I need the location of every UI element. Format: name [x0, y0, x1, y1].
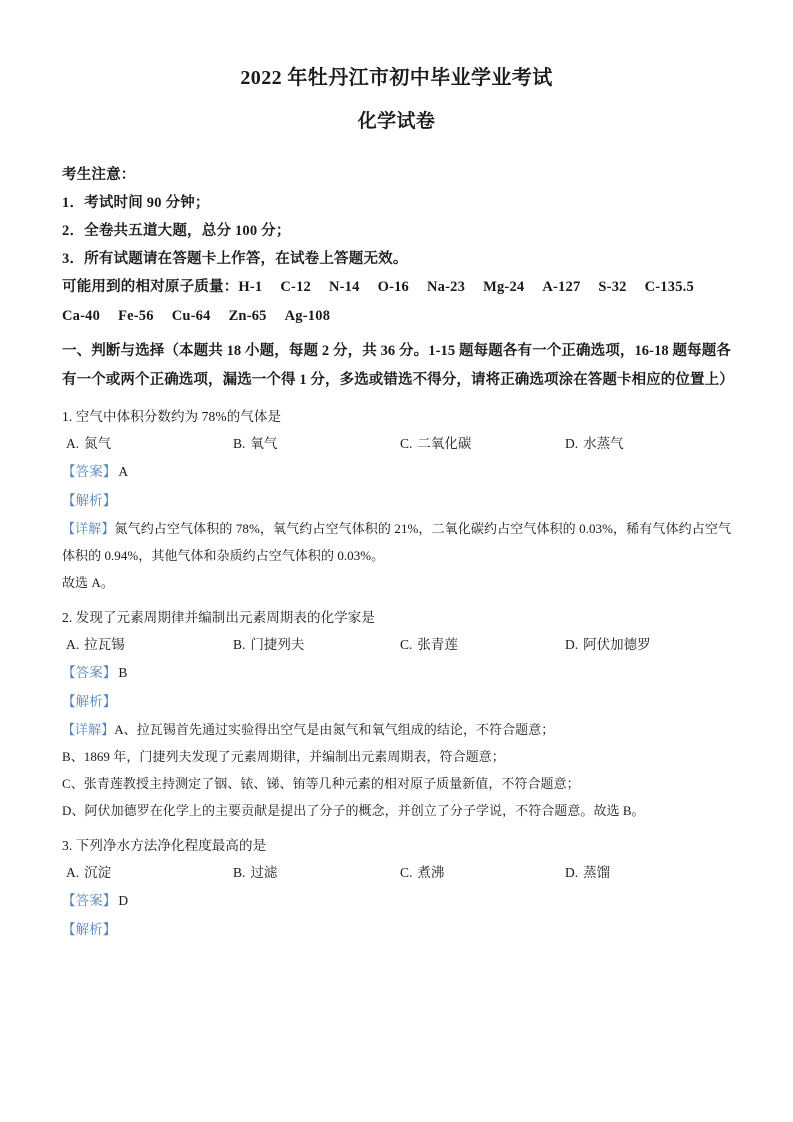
option-letter: D. [565, 636, 579, 652]
option-b[interactable] [233, 430, 277, 457]
analysis-tag: 【解析】 [62, 492, 117, 508]
detail-tag: 【详解】 [62, 520, 115, 536]
option-letter: C. [400, 864, 413, 880]
mass-item: Ca-40 [62, 307, 101, 324]
question-block [62, 832, 731, 944]
option-text: 氮气 [84, 435, 112, 451]
option-c[interactable] [400, 631, 458, 658]
question-block [62, 604, 731, 824]
option-letter: A. [66, 864, 80, 880]
mass-item: Na-23 [427, 278, 466, 295]
option-text: 过滤 [250, 864, 278, 880]
option-text: 蒸馏 [583, 864, 611, 880]
candidate-notice [62, 161, 731, 331]
detail-text: 氮气约占空气体积的 78%，氧气约占空气体积的 21%，二氧化碳约占空气体积的 0.03%，稀有气体约占空气体积的 0.94%，其他气体和杂质约占空气体积的 0.03%。 [62, 520, 732, 563]
option-letter: C. [400, 636, 413, 652]
relative-atomic-mass-row-2 [62, 302, 731, 331]
option-text: 拉瓦锡 [84, 636, 125, 652]
detail-extra-line: C、张青莲教授主持测定了铟、铱、锑、铕等几种元素的相对原子质量新值，不符合题意； [62, 775, 580, 791]
question-options [62, 631, 731, 658]
analysis-line [62, 687, 731, 716]
page-subtitle: 化学试卷 [357, 111, 436, 132]
detail-extra-line: 故选 A。 [62, 574, 114, 590]
option-text: 水蒸气 [583, 435, 624, 451]
mass-item: C-135.5 [644, 278, 694, 295]
mass-item: O-16 [377, 278, 410, 295]
section-heading-part-one: 一、判断与选择（本题共 18 小题，每题 2 分，共 36 分。1-15 题每题各有一个正确选项，16-18 题每题各有一个或两个正确选项，漏选一个得 1 分，多选或错选不得分，请将正确选项涂在答题卡相应的位置上） [62, 342, 734, 388]
mass-item: C-12 [280, 278, 311, 295]
answer-line [62, 886, 731, 915]
answer-tag: 【答案】 [62, 664, 117, 680]
mass-item: Fe-56 [118, 307, 154, 324]
relative-atomic-mass-label: 可能用到的相对原子质量： [62, 278, 239, 295]
option-text: 煮沸 [417, 864, 445, 880]
option-c[interactable] [400, 859, 444, 886]
detail-explanation [62, 716, 731, 743]
question-block [62, 403, 731, 596]
mass-item: A-127 [542, 278, 581, 295]
option-text: 张青莲 [417, 636, 458, 652]
option-letter: D. [565, 435, 579, 451]
mass-item: N-14 [328, 278, 360, 295]
option-letter: C. [400, 435, 413, 451]
detail-extra-line: B、1869 年，门捷列夫发现了元素周期律，并编制出元素周期表，符合题意； [62, 748, 505, 764]
page-title: 2022 年牡丹江市初中毕业学业考试 [240, 67, 553, 89]
analysis-line [62, 915, 731, 944]
option-b[interactable] [233, 631, 304, 658]
analysis-tag: 【解析】 [62, 693, 117, 709]
detail-text: A、拉瓦锡首先通过实验得出空气是由氮气和氧气组成的结论，不符合题意； [114, 721, 555, 737]
option-letter: A. [66, 636, 80, 652]
notice-item-3: 3．所有试题请在答题卡上作答，在试卷上答题无效。 [62, 250, 408, 267]
option-letter: D. [565, 864, 579, 880]
option-letter: B. [233, 864, 246, 880]
notice-item-2: 2．全卷共五道大题，总分 100 分； [62, 222, 291, 239]
option-c[interactable] [400, 430, 471, 457]
mass-item: Zn-65 [228, 307, 267, 324]
option-text: 门捷列夫 [250, 636, 305, 652]
option-d[interactable] [565, 859, 610, 886]
analysis-line [62, 486, 731, 515]
option-d[interactable] [565, 631, 651, 658]
answer-value: B [118, 664, 128, 680]
option-letter: B. [233, 636, 246, 652]
detail-tag: 【详解】 [62, 721, 115, 737]
option-a[interactable] [66, 430, 111, 457]
detail-explanation [62, 515, 731, 569]
notice-heading: 考生注意： [62, 166, 136, 183]
option-text: 沉淀 [84, 864, 112, 880]
option-b[interactable] [233, 859, 277, 886]
option-a[interactable] [66, 631, 125, 658]
mass-item: Cu-64 [171, 307, 211, 324]
option-d[interactable] [565, 430, 624, 457]
question-stem: 3. 下列净水方法净化程度最高的是 [62, 837, 267, 853]
option-letter: A. [66, 435, 80, 451]
mass-item: S-32 [598, 278, 627, 295]
question-stem: 1. 空气中体积分数约为 78%的气体是 [62, 408, 282, 424]
answer-line [62, 457, 731, 486]
question-options [62, 859, 731, 886]
notice-item-1: 1．考试时间 90 分钟； [62, 194, 210, 211]
option-letter: B. [233, 435, 246, 451]
option-text: 二氧化碳 [417, 435, 472, 451]
analysis-tag: 【解析】 [62, 921, 117, 937]
relative-atomic-mass-row-1 [62, 273, 731, 302]
mass-item: Mg-24 [483, 278, 525, 295]
answer-value: D [118, 892, 129, 908]
answer-tag: 【答案】 [62, 463, 117, 479]
question-stem: 2. 发现了元素周期律并编制出元素周期表的化学家是 [62, 609, 375, 625]
answer-value: A [118, 463, 129, 479]
option-text: 氧气 [250, 435, 278, 451]
option-a[interactable] [66, 859, 111, 886]
answer-tag: 【答案】 [62, 892, 117, 908]
answer-line [62, 658, 731, 687]
mass-item: Ag-108 [284, 307, 331, 324]
option-text: 阿伏加德罗 [583, 636, 651, 652]
question-options [62, 430, 731, 457]
detail-extra-line: D、阿伏加德罗在化学上的主要贡献是提出了分子的概念，并创立了分子学说，不符合题意。故选 B。 [62, 802, 645, 818]
mass-item: H-1 [238, 278, 263, 295]
